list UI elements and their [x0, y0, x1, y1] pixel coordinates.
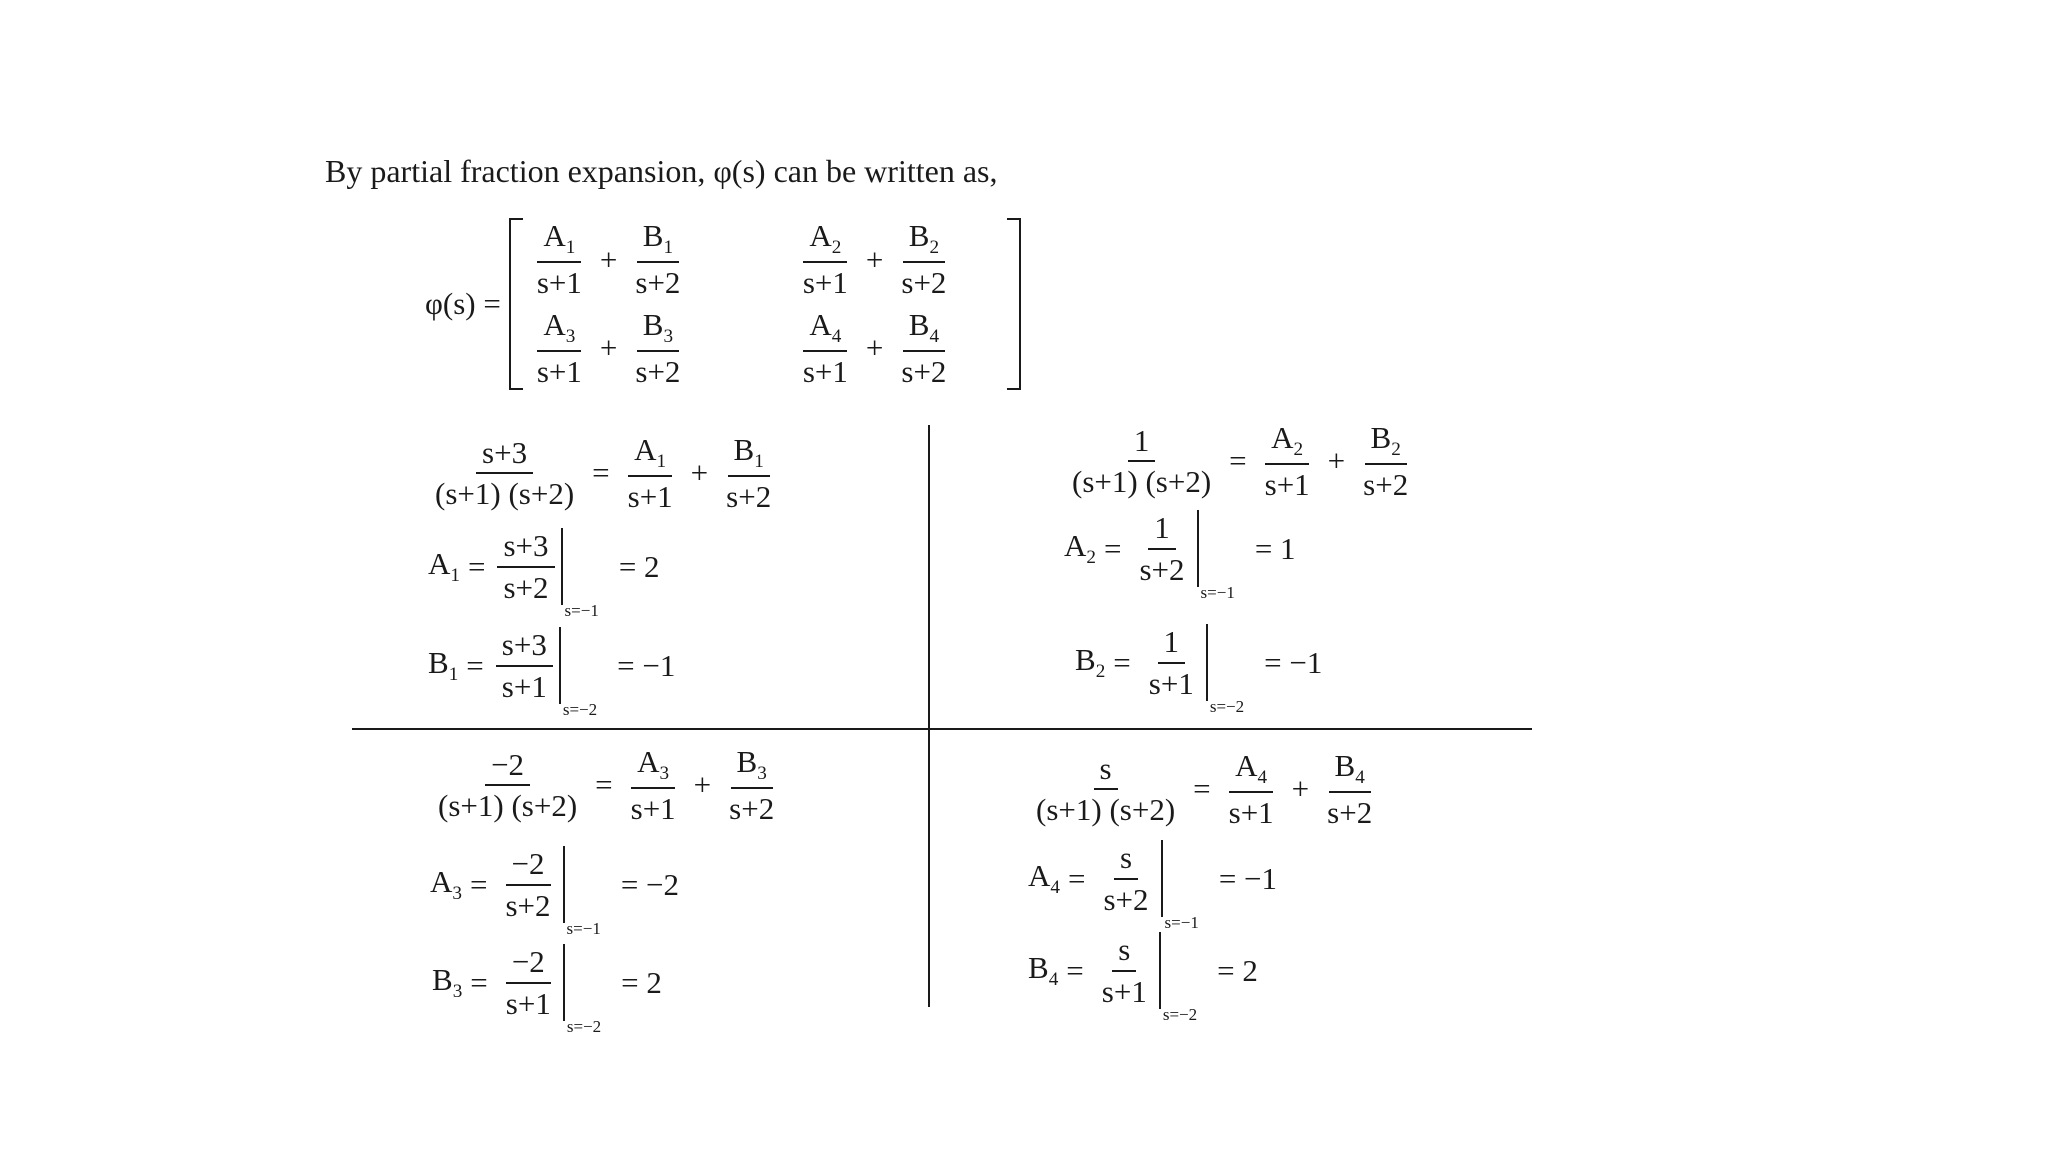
fraction: $\frac{A_3}{s+1}$: [536, 307, 582, 390]
evaluation-bar: $\frac{s+3}{s+2}$ s=−1: [493, 528, 598, 605]
fraction: $\frac{B_3}{s+2}$: [729, 744, 775, 827]
evaluation-bar: $\frac{-2}{s+1}$ s=−2: [505, 944, 602, 1037]
evaluation-bar: $\frac{-2}{s+2}$ s=−1: [505, 846, 601, 939]
plus-sign: +: [599, 241, 618, 277]
fraction: $\frac{1}{(s+1) (s+2)}$: [1072, 422, 1212, 500]
matrix-grid: [523, 218, 1007, 390]
plus-sign: +: [599, 330, 618, 366]
left-bracket: [509, 218, 523, 390]
fraction: $\frac{A_4}{s+1}$: [1228, 748, 1274, 831]
q2-main-equation: $\frac{1}{(s+1) (s+2)}$ = $\frac{A_2}{s+1}$ + $\frac{B_2}{s+2}$: [1062, 420, 1418, 503]
matrix-cell-12: [793, 218, 1003, 301]
fraction: $\frac{-2}{(s+1) (s+2)}$: [438, 746, 578, 824]
fraction: $\frac{A_4}{s+1}$: [802, 307, 848, 390]
intro-text: By partial fraction expansion, φ(s) can be written as,: [325, 153, 998, 189]
q4-main-equation: $\frac{s}{(s+1) (s+2)}$ = $\frac{A_4}{s+1}$ + $\frac{B_4}{s+2}$: [1026, 748, 1382, 831]
phi-matrix: [425, 218, 1021, 390]
fraction: $\frac{A_1}{s+1}$: [536, 218, 582, 301]
q3-a-coefficient: $A_3$ = $\frac{-2}{s+2}$ s=−1 = −2: [430, 846, 680, 939]
phi-lhs: φ(s) =: [425, 286, 501, 321]
fraction: $\frac{s}{(s+1) (s+2)}$: [1036, 750, 1176, 828]
evaluation-bar: $\frac{s+3}{s+1}$ s=−2: [492, 627, 597, 704]
fraction: $\frac{B_1}{s+2}$: [635, 218, 681, 301]
fraction: $\frac{B_4}{s+2}$: [901, 307, 947, 390]
fraction: $\frac{A_3}{s+1}$: [630, 744, 676, 827]
evaluation-bar: $\frac{s}{s+1}$ s=−2: [1101, 932, 1198, 1025]
plus-sign: +: [865, 330, 884, 366]
q1-main-equation: $\frac{s+3}{(s+1) (s+2)}$ = $\frac{A_1}{s+1}$ + $\frac{B_1}{s+2}$: [425, 432, 781, 515]
q2-a-coefficient: $A_2$ = $\frac{1}{s+2}$ s=−1 = 1: [1064, 510, 1296, 603]
fraction: $\frac{A_2}{s+1}$: [1264, 420, 1310, 503]
fraction: $\frac{B_3}{s+2}$: [635, 307, 681, 390]
q2-b-coefficient: $B_2$ = $\frac{1}{s+1}$ s=−2 = −1: [1075, 624, 1323, 717]
q3-main-equation: $\frac{-2}{(s+1) (s+2)}$ = $\frac{A_3}{s+1}$ + $\frac{B_3}{s+2}$: [428, 744, 784, 827]
q1-a-coefficient: $A_1$ = $\frac{s+3}{s+2}$ s=−1 = 2: [428, 528, 660, 621]
fraction: $\frac{A_2}{s+1}$: [802, 218, 848, 301]
q4-a-coefficient: $A_4$ = $\frac{s}{s+2}$ s=−1 = −1: [1028, 840, 1278, 933]
q1-b-coefficient: $B_1$ = $\frac{s+3}{s+1}$ s=−2 = −1: [428, 627, 676, 720]
fraction: $\frac{B_1}{s+2}$: [726, 432, 772, 515]
matrix-cell-11: [527, 218, 757, 301]
fraction: $\frac{B_2}{s+2}$: [901, 218, 947, 301]
right-bracket: [1007, 218, 1021, 390]
fraction: $\frac{A_1}{s+1}$: [627, 432, 673, 515]
vertical-divider: [928, 425, 930, 1007]
fraction: $\frac{B_2}{s+2}$: [1363, 420, 1409, 503]
q4-b-coefficient: $B_4$ = $\frac{s}{s+1}$ s=−2 = 2: [1028, 932, 1258, 1025]
horizontal-divider: [352, 728, 1532, 730]
evaluation-bar: $\frac{1}{s+1}$ s=−2: [1148, 624, 1245, 717]
evaluation-bar: $\frac{s}{s+2}$ s=−1: [1103, 840, 1199, 933]
matrix-cell-21: [527, 307, 757, 390]
fraction: $\frac{s+3}{(s+1) (s+2)}$: [435, 434, 575, 512]
matrix-cell-22: [793, 307, 1003, 390]
plus-sign: +: [865, 241, 884, 277]
evaluation-bar: $\frac{1}{s+2}$ s=−1: [1139, 510, 1235, 603]
fraction: $\frac{B_4}{s+2}$: [1327, 748, 1373, 831]
q3-b-coefficient: $B_3$ = $\frac{-2}{s+1}$ s=−2 = 2: [432, 944, 662, 1037]
